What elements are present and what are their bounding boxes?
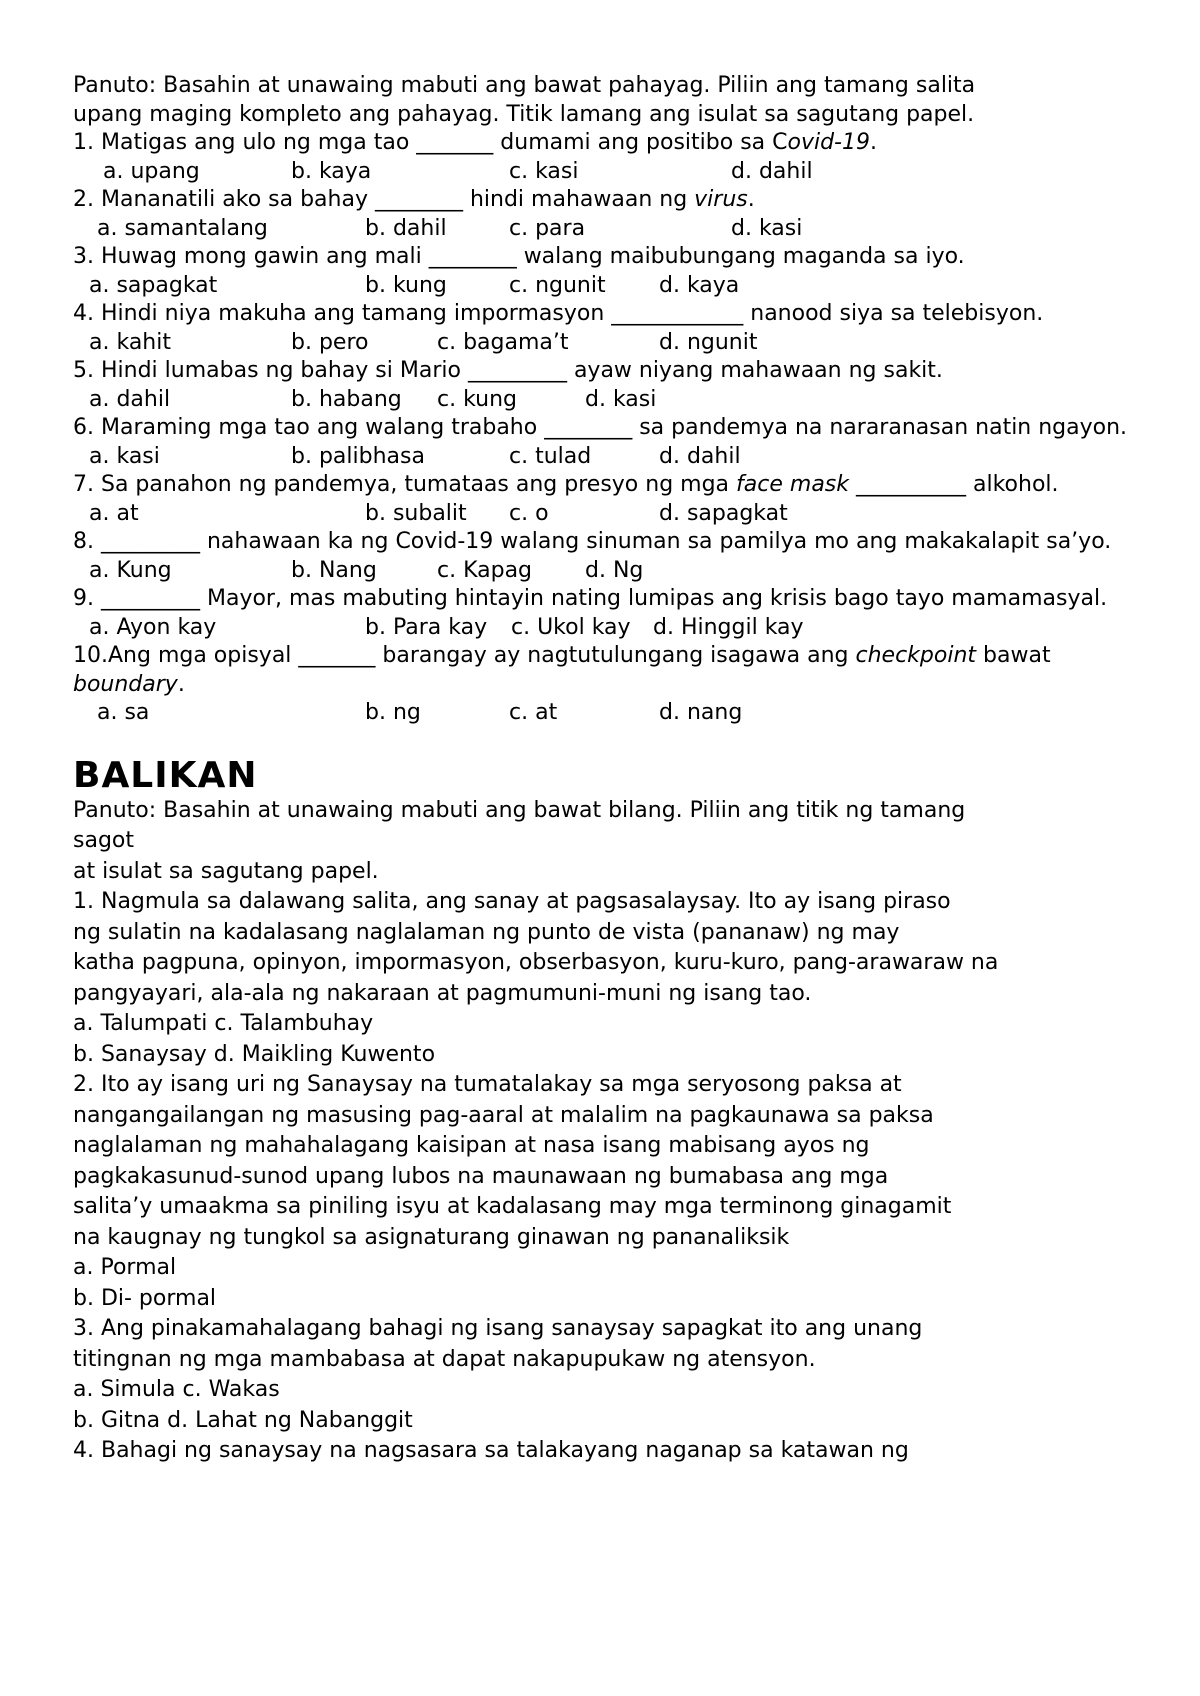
- text-line: b. Di- pormal: [73, 1285, 217, 1311]
- options-row: [73, 500, 1153, 529]
- options-row: [73, 158, 1153, 187]
- text-line: titingnan ng mga mambabasa at dapat nakapupukaw ng atensyon.: [73, 1346, 816, 1372]
- question-italic-text: face mask: [736, 472, 849, 497]
- option-d: d. kasi: [585, 386, 657, 412]
- question-6: 6. Maraming mga tao ang walang trabaho ________ sa pandemya na nararanasan natin ngayon.: [73, 415, 1128, 440]
- question-italic-text: virus: [694, 187, 748, 212]
- option-a: a. upang: [103, 158, 200, 184]
- option-a: a. kasi: [89, 443, 160, 469]
- question-text: 1. Matigas ang ulo ng mga tao _______ dumami ang positibo sa C: [73, 130, 788, 155]
- option-b: b. pero: [291, 329, 369, 355]
- question-5: 5. Hindi lumabas ng bahay si Mario _________ ayaw niyang mahawaan ng sakit.: [73, 358, 943, 383]
- option-d: d. sapagkat: [659, 500, 788, 526]
- text-line: nangangailangan ng masusing pag-aaral at malalim na pagkaunawa sa paksa: [73, 1102, 934, 1128]
- option-d: d. Ng: [585, 557, 644, 583]
- question-10: [73, 642, 1153, 699]
- question-italic-text: boundary: [73, 671, 178, 697]
- instruction-line: Panuto: Basahin at unawaing mabuti ang bawat bilang. Piliin ang titik ng tamang: [73, 797, 966, 823]
- worksheet-page: [73, 72, 1153, 1467]
- text-line: ng sulatin na kadalasang naglalaman ng punto de vista (pananaw) ng may: [73, 919, 900, 945]
- text-line: na kaugnay ng tungkol sa asignaturang ginawan ng pananaliksik: [73, 1224, 790, 1250]
- question-text: .: [177, 671, 185, 697]
- section-2: [73, 756, 1153, 1467]
- question-9: 9. _________ Mayor, mas mabuting hintayin nating lumipas ang krisis bago tayo mamamasyal.: [73, 586, 1108, 611]
- options-row: [73, 386, 1153, 415]
- option-a: a. Kung: [89, 557, 172, 583]
- option-a: a. kahit: [89, 329, 171, 355]
- option-a: a. at: [89, 500, 139, 526]
- option-a: a. samantalang: [97, 215, 268, 241]
- option-c: c. bagama’t: [437, 329, 569, 355]
- question-italic-text: checkpoint: [855, 643, 977, 668]
- option-a: a. Ayon kay: [89, 614, 217, 640]
- option-c: c. Kapag: [437, 557, 533, 583]
- option-c: c. tulad: [509, 443, 592, 469]
- option-b: b. kaya: [291, 158, 372, 184]
- question-3: 3. Huwag mong gawin ang mali ________ walang maibubungang maganda sa iyo.: [73, 244, 965, 269]
- text-line: pagkakasunud-sunod upang lubos na maunawaan ng bumabasa ang mga: [73, 1163, 889, 1189]
- question-1: [73, 129, 1153, 158]
- option-d: d. Hinggil kay: [653, 614, 804, 640]
- instruction-line: sagot: [73, 828, 134, 853]
- options-row: [73, 215, 1153, 244]
- option-b: b. dahil: [365, 215, 447, 241]
- option-c: c. ngunit: [509, 272, 606, 298]
- question-2: [73, 186, 1153, 215]
- option-b: b. palibhasa: [291, 443, 425, 469]
- options-row: [73, 329, 1153, 358]
- question-text: .: [747, 187, 755, 212]
- section-heading: BALIKAN: [73, 754, 258, 796]
- text-line: 3. Ang pinakamahalagang bahagi ng isang sanaysay sapagkat ito ang unang: [73, 1316, 923, 1341]
- question-italic-text: ovid-19: [787, 130, 870, 155]
- question-text: 10.Ang mga opisyal _______ barangay ay nagtutulungang isagawa ang: [73, 643, 856, 668]
- text-line: 1. Nagmula sa dalawang salita, ang sanay at pagsasalaysay. Ito ay isang piraso: [73, 889, 951, 914]
- option-d: d. kaya: [659, 272, 740, 298]
- text-line: b. Gitna d. Lahat ng Nabanggit: [73, 1407, 413, 1433]
- option-d: d. nang: [659, 700, 743, 725]
- option-c: c. para: [509, 215, 586, 241]
- option-d: d. kasi: [731, 215, 803, 241]
- option-c: c. at: [509, 700, 558, 725]
- options-row: [73, 699, 1153, 728]
- text-line: naglalaman ng mahahalagang kaisipan at nasa isang mabisang ayos ng: [73, 1133, 870, 1158]
- text-line: 4. Bahagi ng sanaysay na nagsasara sa talakayang naganap sa katawan ng: [73, 1438, 909, 1463]
- option-b: b. ng: [365, 700, 421, 725]
- question-text: 7. Sa panahon ng pandemya, tumataas ang presyo ng mga: [73, 472, 737, 497]
- option-b: b. habang: [291, 386, 402, 412]
- option-a: a. dahil: [89, 386, 171, 412]
- option-b: b. Para kay: [365, 614, 488, 640]
- option-a: a. sa: [97, 700, 150, 725]
- options-row: [73, 272, 1153, 301]
- question-text: 2. Mananatili ako sa bahay ________ hindi mahawaan ng: [73, 187, 695, 212]
- option-c: c. o: [509, 500, 549, 526]
- option-a: a. sapagkat: [89, 272, 218, 298]
- option-c: c. Ukol kay: [511, 614, 631, 640]
- question-text: __________ alkohol.: [849, 472, 1059, 497]
- instruction-line: at isulat sa sagutang papel.: [73, 858, 379, 884]
- instruction-line: Panuto: Basahin at unawaing mabuti ang bawat pahayag. Piliin ang tamang salita: [73, 73, 976, 98]
- instruction-line: upang maging kompleto ang pahayag. Titik lamang ang isulat sa sagutang papel.: [73, 101, 975, 127]
- options-row: [73, 614, 1153, 643]
- option-b: b. kung: [365, 272, 447, 298]
- section-1: [73, 72, 1153, 728]
- question-4: 4. Hindi niya makuha ang tamang impormasyon ____________ nanood siya sa telebisyon.: [73, 301, 1044, 326]
- option-c: c. kasi: [509, 158, 579, 184]
- question-text: bawat: [976, 643, 1051, 668]
- option-d: d. dahil: [731, 158, 813, 184]
- options-row: [73, 557, 1153, 586]
- question-7: [73, 471, 1153, 500]
- text-line: pangyayari, ala-ala ng nakaraan at pagmumuni-muni ng isang tao.: [73, 980, 812, 1006]
- option-b: b. subalit: [365, 500, 467, 526]
- text-line: a. Pormal: [73, 1255, 177, 1280]
- option-d: d. ngunit: [659, 329, 758, 355]
- options-row: [73, 443, 1153, 472]
- option-d: d. dahil: [659, 443, 741, 469]
- text-line: b. Sanaysay d. Maikling Kuwento: [73, 1041, 436, 1067]
- text-line: a. Simula c. Wakas: [73, 1377, 280, 1402]
- question-8: 8. _________ nahawaan ka ng Covid-19 walang sinuman sa pamilya mo ang makakalapit sa’yo.: [73, 529, 1112, 554]
- text-line: salita’y umaakma sa piniling isyu at kadalasang may mga terminong ginagamit: [73, 1194, 952, 1219]
- option-c: c. kung: [437, 386, 517, 412]
- text-line: a. Talumpati c. Talambuhay: [73, 1011, 374, 1036]
- option-b: b. Nang: [291, 557, 377, 583]
- question-text: .: [870, 130, 877, 155]
- text-line: 2. Ito ay isang uri ng Sanaysay na tumatalakay sa mga seryosong paksa at: [73, 1072, 902, 1097]
- text-line: katha pagpuna, opinyon, impormasyon, obserbasyon, kuru-kuro, pang-arawaraw na: [73, 950, 999, 975]
